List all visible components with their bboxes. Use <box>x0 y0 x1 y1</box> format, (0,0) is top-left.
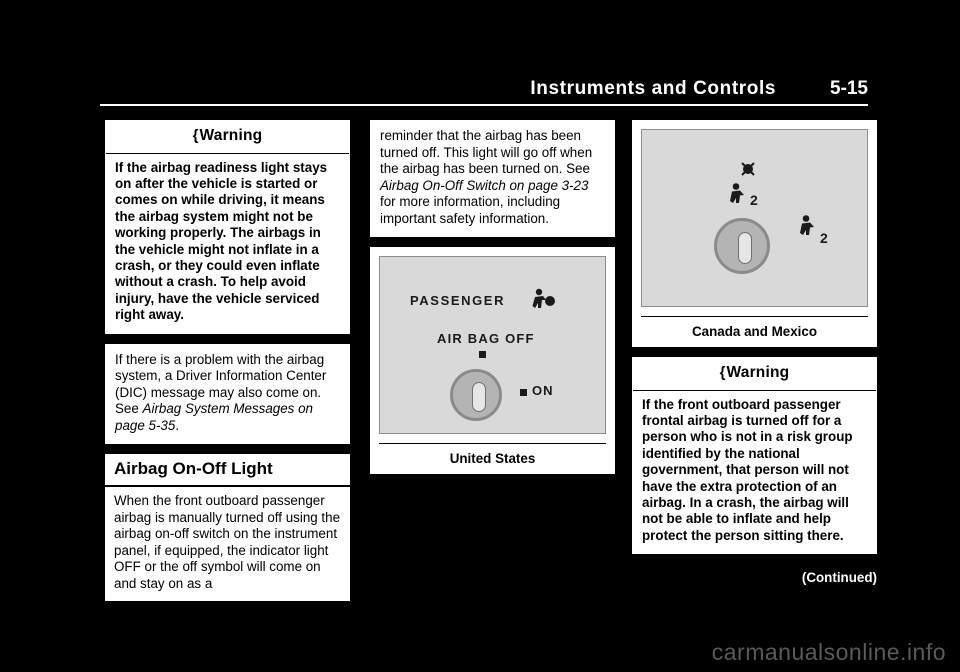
reminder-text-part2: for more information, including important safety information. <box>380 194 561 226</box>
warning-label: Warning <box>726 364 790 381</box>
reminder-paragraph <box>370 120 615 237</box>
person-airbag-icon-svg <box>530 287 556 311</box>
person-number-1: 2 <box>750 192 758 208</box>
on-indicator-square <box>520 389 527 396</box>
airbag-on-off-light-section <box>105 454 350 601</box>
rotary-switch-slot <box>738 232 752 264</box>
dic-text-part1: If there is a problem with the airbag system, a Driver Information Center (DIC) message may also come on. See <box>115 351 327 417</box>
figure-caption-canada: Canada and Mexico <box>641 316 868 347</box>
reminder-text-part1: reminder that the airbag has been turned off. This light will go off when the airbag has been turned on. See <box>380 128 593 176</box>
page-title: Instruments and Controls <box>530 78 776 99</box>
figure-image-canada-switch <box>641 129 868 307</box>
warning-box-airbag-readiness <box>105 120 350 334</box>
warning-heading <box>106 121 349 154</box>
warning-body-text: If the airbag readiness light stays on after the vehicle is started or comes on while driving, it means the airbag system might not be working properly. The airbags in the vehicle might not inflate in a crash, or they could even inflate without a crash. To help avoid injury, have the vehicle serviced right away. <box>115 159 328 323</box>
warning-symbol-icon: { <box>719 364 725 381</box>
dic-text-reference: Airbag System Messages on page 5-35 <box>115 401 313 433</box>
dic-paragraph <box>105 344 350 445</box>
person-icon-1-svg <box>728 182 750 206</box>
warning-label: Warning <box>199 127 263 144</box>
figure-image-us-switch <box>379 256 606 434</box>
page-number: 5-15 <box>829 78 868 99</box>
column-one <box>105 120 350 611</box>
person-airbag-icon <box>530 287 556 317</box>
rotary-switch-icon <box>714 218 770 274</box>
on-label: ON <box>532 383 554 398</box>
no-airbag-icon-svg <box>738 160 758 178</box>
person-icon-1 <box>728 182 750 212</box>
warning-body-text: If the front outboard passenger frontal airbag is turned off for a person who is not in a risk group identified by the national government, that person will not have the extra protection of an airbag. In a crash, the airbag will not be able to inflate and help protect the person sitting there. <box>642 396 853 543</box>
warning-heading <box>633 358 876 391</box>
person-icon-2-svg <box>798 214 820 238</box>
no-airbag-icon <box>738 160 758 183</box>
off-indicator-square <box>479 351 486 358</box>
section-heading: Airbag On-Off Light <box>105 454 350 487</box>
rotary-switch-icon <box>450 369 502 421</box>
figure-caption-us: United States <box>379 443 606 474</box>
air-bag-off-label: AIR BAG OFF <box>437 331 535 346</box>
column-two <box>370 120 615 474</box>
figure-canada-mexico <box>632 120 877 347</box>
continued-label: (Continued) <box>801 570 877 586</box>
page-header <box>100 78 868 108</box>
dic-text-part2: . <box>175 417 180 433</box>
rotary-switch-slot <box>472 382 486 412</box>
passenger-label: PASSENGER <box>410 293 506 308</box>
figure-united-states <box>370 247 615 474</box>
warning-symbol-icon: { <box>192 127 198 144</box>
header-divider <box>100 104 868 106</box>
person-icon-2 <box>798 214 820 244</box>
warning-box-passenger-airbag <box>632 357 877 554</box>
reminder-text-reference: Airbag On-Off Switch on page 3-23 <box>380 177 589 193</box>
column-three <box>632 120 877 585</box>
person-number-2: 2 <box>820 230 828 246</box>
watermark: carmanualsonline.info <box>711 639 946 665</box>
section-body-text: When the front outboard passenger airbag is manually turned off using the airbag on-off switch on the instrument panel, if equipped, the indicator light OFF or the off symbol will come on and stay on as a <box>105 487 350 601</box>
